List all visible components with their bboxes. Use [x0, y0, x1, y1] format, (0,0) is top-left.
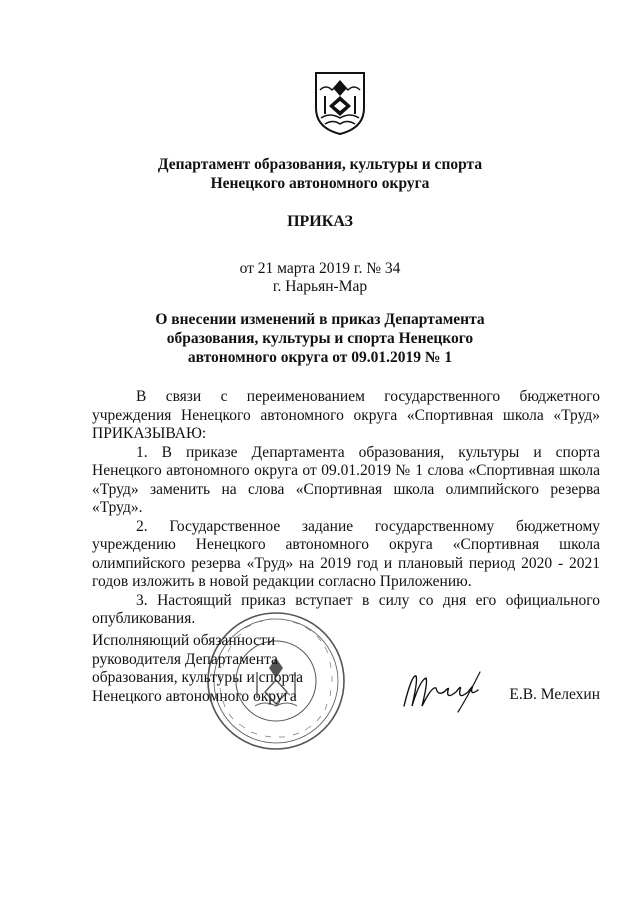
body-item-3: 3. Настоящий приказ вступает в силу со дня его официального опубликования. [92, 591, 600, 627]
order-body [92, 388, 600, 629]
order-date: от 21 марта 2019 г. № 34 [239, 260, 401, 277]
order-place: г. Нарьян-Мар [272, 278, 368, 295]
signatory-line-2: руководителя Департамента [92, 650, 278, 668]
department-line-1: Департамент образования, культуры и спорта [157, 156, 483, 173]
department-line-2: Ненецкого автономного округа [210, 175, 430, 192]
signatory-title [92, 632, 303, 706]
body-item-2: 2. Государственное задание государственному бюджетному учреждению Ненецкого автономного округа «Спортивная школа олимпийского резерва «Труд» на 2019 год и плановый период 2020 - 2021 годов изложить в новой редакции согласно Приложению. [92, 517, 600, 590]
body-item-1: 1. В приказе Департамента образования, культуры и спорта Ненецкого автономного округа от 09.01.2019 № 1 слова «Спортивная школа «Труд» заменить на слова «Спортивная школа олимпийского резерва «Труд». [92, 443, 600, 516]
subject-line-1: О внесении изменений в приказ Департамента [155, 311, 485, 328]
handwritten-signature-icon [398, 666, 490, 714]
signatory-line-3: образования, культуры и спорта [92, 669, 303, 686]
order-meta [0, 260, 640, 296]
order-subject [0, 310, 640, 367]
signatory-line-4: Ненецкого автономного округа [92, 687, 297, 705]
body-intro: В связи с переименованием государственного бюджетного учреждения Ненецкого автономного округа «Спортивная школа «Труд» ПРИКАЗЫВАЮ: [92, 388, 600, 442]
signer-name: Е.В. Мелехин [509, 686, 600, 703]
order-title: ПРИКАЗ [287, 213, 353, 230]
subject-line-3: автономного округа от 09.01.2019 № 1 [187, 349, 453, 366]
subject-line-2: образования, культуры и спорта Ненецкого [166, 330, 474, 347]
department-name [0, 155, 640, 193]
signatory-line-1: Исполняющий обязанности [92, 632, 276, 649]
coat-of-arms-icon [313, 70, 367, 136]
